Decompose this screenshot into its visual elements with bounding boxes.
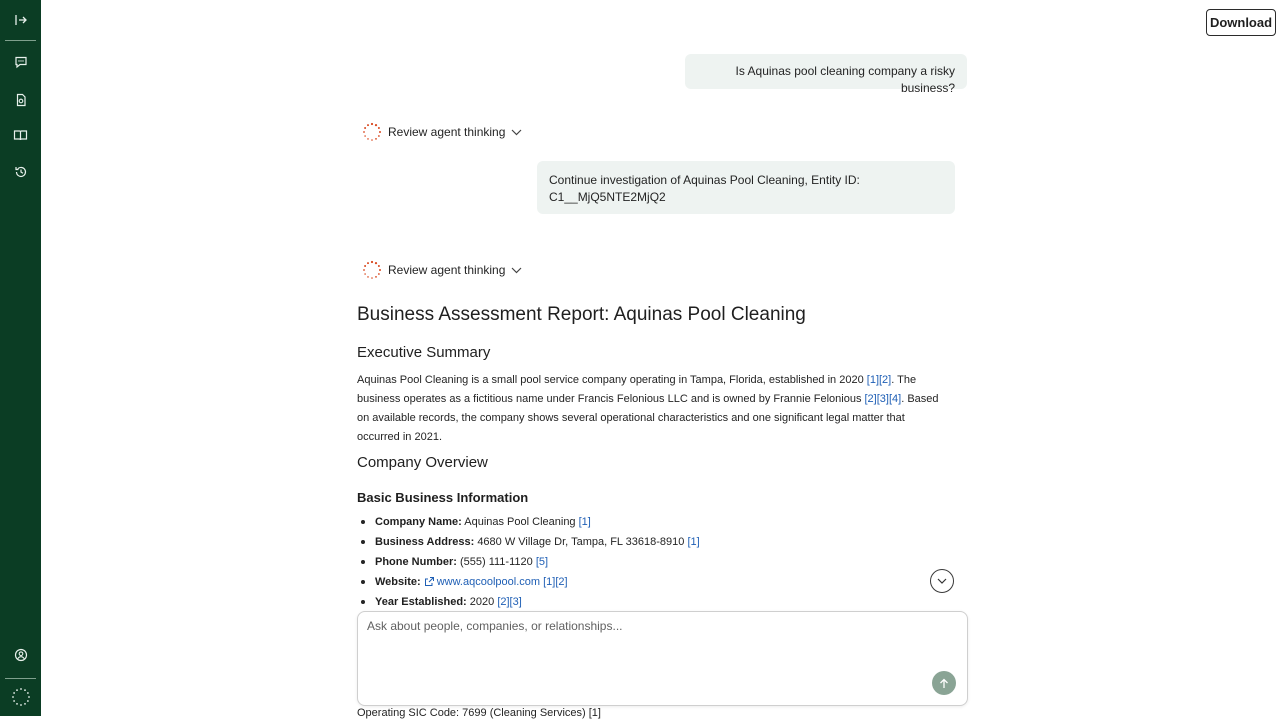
list-item bbox=[357, 512, 700, 532]
citation-link[interactable]: [1] bbox=[687, 536, 700, 548]
chat-input[interactable] bbox=[367, 619, 952, 679]
history-icon[interactable] bbox=[0, 157, 41, 187]
thinking-label: Review agent thinking bbox=[388, 125, 506, 139]
basic-info-subheading: Basic Business Information bbox=[357, 490, 529, 505]
arrow-up-icon bbox=[939, 678, 949, 689]
field-label: Company Name: bbox=[375, 516, 462, 528]
user-message-text: C1__MjQ5NTE2MjQ2 bbox=[549, 190, 666, 204]
field-label: Business Address: bbox=[375, 536, 475, 548]
chevron-down-icon bbox=[937, 578, 947, 584]
citation-link[interactable]: [1] bbox=[578, 516, 591, 528]
left-sidebar bbox=[0, 0, 41, 716]
chat-composer bbox=[357, 611, 968, 706]
citation-link[interactable]: [2][3] bbox=[497, 596, 522, 608]
field-label: Year Established: bbox=[375, 596, 467, 608]
executive-summary-text bbox=[357, 371, 949, 447]
citation-link[interactable]: [1][2] bbox=[543, 576, 568, 588]
chevron-down-icon bbox=[511, 267, 522, 274]
field-label: Website: bbox=[375, 576, 421, 588]
user-message-text: Is Aquinas pool cleaning company a risky business? bbox=[735, 64, 955, 95]
list-item bbox=[357, 592, 700, 612]
agent-spinner-icon bbox=[362, 122, 382, 142]
scroll-to-bottom-button[interactable] bbox=[930, 569, 954, 593]
send-button[interactable] bbox=[932, 671, 956, 695]
sidebar-divider bbox=[5, 678, 36, 679]
field-value: 2020 bbox=[469, 596, 495, 608]
citation-link[interactable]: [1][2] bbox=[866, 374, 892, 386]
list-item bbox=[357, 532, 700, 552]
citation-link[interactable]: [5] bbox=[535, 556, 549, 568]
citation-link[interactable]: [2][3][4] bbox=[864, 393, 902, 405]
summary-text: . Based on available records, the company shows several operational characteristics and one significant legal matter that occurred in 2021. bbox=[357, 393, 939, 443]
field-value: (555) 111-1120 bbox=[459, 556, 533, 568]
expand-sidebar-icon[interactable] bbox=[0, 5, 41, 35]
list-item bbox=[357, 572, 700, 592]
thinking-label: Review agent thinking bbox=[388, 263, 506, 277]
document-icon[interactable] bbox=[0, 85, 41, 115]
external-link-icon bbox=[424, 576, 435, 587]
review-agent-thinking-toggle[interactable] bbox=[362, 260, 522, 280]
app-logo-icon bbox=[0, 682, 41, 712]
user-account-icon[interactable] bbox=[0, 640, 41, 670]
book-icon[interactable] bbox=[0, 120, 41, 150]
field-value: 4680 W Village Dr, Tampa, FL 33618-8910 bbox=[477, 536, 685, 548]
summary-text: . The business operates as a fictitious name under Francis Felonious LLC and is owned by Frannie Felonious bbox=[357, 374, 917, 405]
agent-spinner-icon bbox=[362, 260, 382, 280]
executive-summary-heading: Executive Summary bbox=[357, 344, 491, 361]
summary-text: Aquinas Pool Cleaning is a small pool service company operating in Tampa, Florida, established in 2020 bbox=[357, 374, 867, 386]
list-item bbox=[357, 552, 700, 572]
user-message bbox=[537, 161, 955, 214]
company-overview-heading: Company Overview bbox=[357, 454, 488, 471]
field-label: Phone Number: bbox=[375, 556, 457, 568]
chevron-down-icon bbox=[511, 129, 522, 136]
partial-list-item: Operating SIC Code: 7699 (Cleaning Services) [1] bbox=[357, 707, 601, 719]
website-link[interactable]: www.aqcoolpool.com bbox=[436, 576, 541, 588]
download-button[interactable]: Download bbox=[1206, 9, 1276, 36]
user-message-text: Continue investigation of Aquinas Pool Cleaning, Entity ID: bbox=[549, 173, 860, 187]
chat-icon[interactable] bbox=[0, 47, 41, 77]
field-value: Aquinas Pool Cleaning bbox=[464, 516, 576, 528]
business-info-list bbox=[357, 512, 700, 612]
review-agent-thinking-toggle[interactable] bbox=[362, 122, 522, 142]
sidebar-divider bbox=[5, 40, 36, 41]
report-title: Business Assessment Report: Aquinas Pool Cleaning bbox=[357, 304, 806, 325]
user-message bbox=[685, 54, 967, 95]
